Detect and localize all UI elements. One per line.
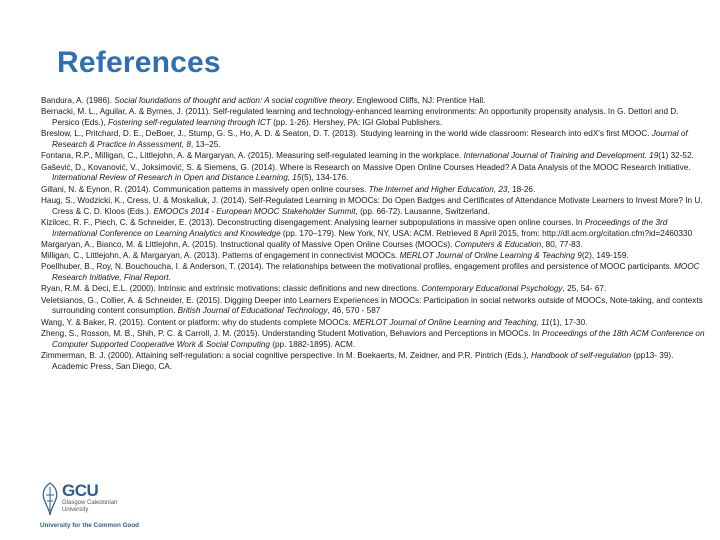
reference-entry [41,163,705,184]
reference-source: Journal of Research & Practice in Assessment, 8 [52,129,688,149]
reference-entry [41,196,705,217]
reference-text: Poellhuber, B., Roy, N. Bouchoucha, I. & Anderson, T. (2014). The relationships between the motivational profiles, engagement profiles and persistence of MOOC participants. [41,262,675,272]
logo-tagline: University for the Common Good [40,522,140,529]
reference-text: Milligan, C., Littlejohn, A. & Margaryan, A. (2013). Patterns of engagement in connectivist MOOCs. [41,251,400,261]
reference-text: Breslow, L., Pritchard, D. E., DeBoer, J., Stump, G. S., Ho, A. D. & Seaton, D. T. (2013). Studying learning in the world wide classroom: Research into edX's first MOOC. [41,129,652,139]
reference-details: , 18-26. [507,184,536,194]
reference-details: (pp. 1882-1895). ACM. [269,339,356,349]
reference-text: Margaryan, A., Bianco, M. & Littlejohn, A. (2015). Instructional quality of Massive Open Online Courses (MOOCs). [41,239,455,249]
logo-wordmark: GCU [62,481,99,500]
reference-text: Wang, Y. & Baker, R. (2015). Content or platform: why do students complete MOOCs. [41,317,354,327]
reference-details: (pp. 1-26). Hershey, PA: IGI Global Publishers. [270,118,443,127]
reference-entry [41,240,705,251]
reference-source: EMOOCs 2014 - European MOOC Stakeholder Summit [153,206,356,216]
reference-details: (1), 17-30. [549,317,588,327]
reference-text: Bandura, A. (1986). [41,96,115,105]
reference-source: International Journal of Training and Development. 19 [463,151,659,161]
reference-details: , 46, 570 - 587 [327,306,381,316]
reference-entry [41,351,705,372]
reference-details: (pp. 170–179). New York, NY, USA: ACM. Retrieved 8 April 2015, from: http://dl.acm.org/citation.cfm?id=2460330 [280,228,693,238]
reference-entry [41,296,705,317]
reference-details: , (pp. 66-72). Lausanne, Switzerland. [355,206,490,216]
gcu-crest-icon [40,481,60,517]
reference-source: MERLOT Journal of Online Learning & Teaching 9 [399,251,582,261]
reference-source: Proceedings of the 18th ACM Conference on Computer Supported Cooperative Work & Social Computing [52,329,705,349]
reference-source: MERLOT Journal of Online Learning and Teaching, 11 [353,317,550,327]
reference-text: Bernacki, M. L., Aguilar, A. & Byrnes, J. (2011). Self-regulated learning and technology-enhanced learning environments: An opportunity propensity analysis. In G. Dettori and D. Persico (Eds.), [41,107,679,127]
reference-source: Computers & Education [454,239,542,249]
reference-list [41,96,705,373]
reference-text: Gašević, D., Kovanović, V., Joksimović, S. & Siemens, G. (2014). Where is Research on Massive Open Online Courses Headed? A Data Analysis of the MOOC Research Initiative. [41,162,691,172]
reference-entry [41,318,705,329]
reference-source: Handbook of self-regulation [530,351,632,361]
reference-source: The Internet and Higher Education, 23 [368,184,508,194]
logo-subtitle: Glasgow Caledonian University [62,500,118,513]
reference-details: , 13–25. [190,140,221,149]
reference-entry [41,218,705,239]
reference-source: Contemporary Educational Psychology [421,284,563,294]
reference-source: Proceedings of the 3rd International Conference on Learning Analytics and Knowledge [52,217,668,238]
reference-entry [41,262,705,283]
reference-text: Zheng, S., Rosson, M. B., Shih, P. C. & Carroll, J. M. (2015). Understanding Student Motivation, Behaviors and Perceptions in MOOCs. In [41,329,542,339]
reference-details: (5), 134-176. [301,173,349,183]
reference-details: (2), 149-159. [581,251,629,261]
reference-text: Ryan, R.M. & Deci, E.L. (2000). Intrinsic and extrinsic motivations: classic definitions and new directions. [41,284,422,294]
reference-entry [41,151,705,162]
reference-details: (1) 32-52. [658,151,694,161]
reference-source: Fostering self-regulated learning through ICT [107,118,271,127]
reference-details: , 25, 54- 67. [562,284,607,294]
university-logo [40,478,160,534]
reference-details: , 80, 77-83. [541,239,583,249]
reference-entry [41,129,705,150]
reference-text: Fontana, R.P., Milligan, C., Littlejohn, A. & Margaryan, A. (2015). Measuring self-regulated learning in the workplace. [41,151,464,161]
reference-text: Veletsianos, G., Collier, A. & Schneider, E. (2015). Digging Deeper into Learners Experiences in MOOCs: Participation in social networks outside of MOOCs, Note-taking, and contexts surrounding content consumption. [41,295,703,316]
reference-source: British Journal of Educational Technology [177,306,328,316]
reference-entry [41,96,705,107]
reference-text: Zimmerman, B. J. (2000). Attaining self-regulation: a social cognitive perspective. In M. Boekaerts, M. Zeidner, and P.R. Pintrich (Eds.), [41,351,531,361]
reference-source: MOOC Research Initiative, Final Report. [52,262,700,283]
reference-entry [41,107,705,128]
reference-source: International Review of Research in Open and Distance Learning, 15 [52,173,302,183]
reference-text: Kizilcec, R. F., Piech, C. & Schneider, E. (2013). Deconstructing disengagement: Analysing learner subpopulations in massive open online courses. In [41,217,585,227]
reference-entry [41,284,705,295]
reference-entry [41,329,705,350]
reference-entry [41,185,705,196]
reference-source: Social foundations of thought and action: A social cognitive theory [114,96,353,105]
reference-entry [41,251,705,262]
reference-text: Gillani, N. & Eynon, R. (2014). Communication patterns in massively open online courses. [41,184,369,194]
reference-details: . Englewood Cliffs, NJ: Prentice Hall. [352,96,486,105]
reference-text: Haug, S., Wodzicki, K., Cress, U. & Moskaliuk, J. (2014). Self-Regulated Learning in MOOCs: Do Open Badges and Certificates of Attendance Motivate Learners to Invest More? In U. Cress & C. D. Kloos (Eds.). [41,195,703,216]
reference-details: (pp13- 39). Academic Press, San Diego, CA. [52,351,674,371]
page-title: References [57,46,221,79]
